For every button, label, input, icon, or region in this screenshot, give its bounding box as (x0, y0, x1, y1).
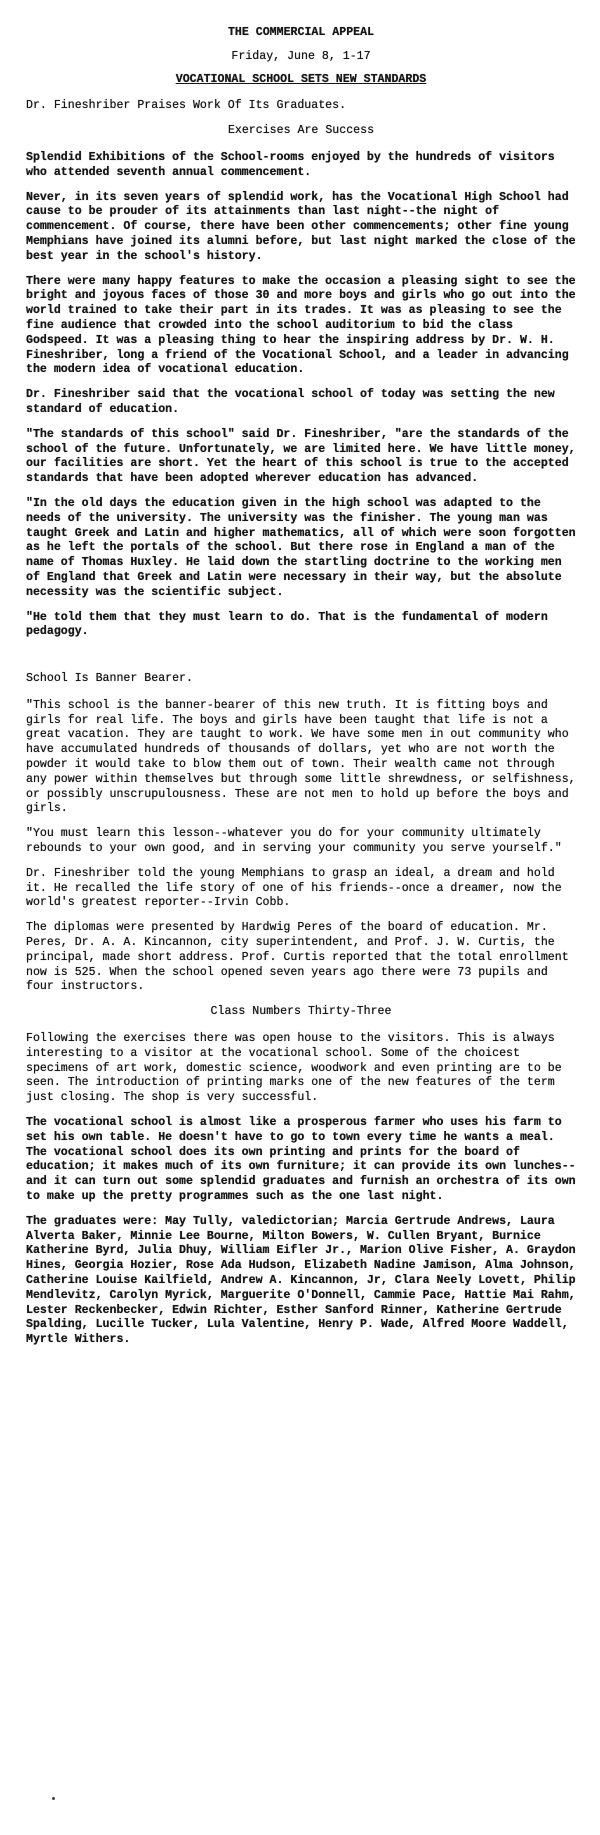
article-paragraph: Dr. Fineshriber told the young Memphians to grasp an ideal, a dream and hold it. He recalled the life story of one of his friends--once a dreamer, now the world's greatest reporter--Irvin Cobb. (26, 866, 562, 910)
article-paragraph: Splendid Exhibitions of the School-rooms enjoyed by the hundreds of visitors who attended seventh annual commencement. (26, 150, 555, 179)
article-paragraph: There were many happy features to make the occasion a pleasing sight to see the bright and joyous faces of those 30 and more boys and girls who go out into the world trained to take their part in its trades. It was as pleasing to see the fine audience that crowded into the school auditorium to bid the class Godspeed. It was a pleasing thing to hear the inspiring address by Dr. W. H. Fineshriber, long a friend of the Vocational School, and a leader in advancing the modern idea of vocational education. (26, 274, 576, 377)
subdeck: Exercises Are Success (227, 124, 375, 138)
article-paragraph: "This school is the banner-bearer of this new truth. It is fitting boys and girls for real life. The boys and girls have been taught that life is not a great vacation. They are taught to work. We have some men in out community who have accumulated hundreds of thousands of dollars, yet who are not worth the powder it would take to blow them out of town. Their wealth came not through any power within themselves but through some little shrewdness, or selfishness, or possibly unscrupulousness. These are not men to hold up before the boys and girls. (26, 698, 576, 816)
deck: Dr. Fineshriber Praises Work Of Its Graduates. (26, 99, 347, 113)
article-paragraph: "He told them that they must learn to do. That is the fundamental of modern pedagogy. (26, 610, 548, 639)
section-heading: School Is Banner Bearer. (26, 672, 193, 686)
section-heading: Class Numbers Thirty-Three (210, 1005, 392, 1019)
article-paragraph: Never, in its seven years of splendid work, has the Vocational High School had cause to be prouder of its attainments than last night--the night of commencement. Of course, there have been other commencements; other fine young Memphians have joined its alumni before, but last night marked the close of the best year in the school's history. (26, 190, 576, 263)
newspaper-name: THE COMMERCIAL APPEAL (227, 26, 375, 39)
article-paragraph: Dr. Fineshriber said that the vocational school of today was setting the new standard of education. (26, 388, 555, 416)
article-paragraph: "The standards of this school" said Dr. Fineshriber, "are the standards of the school of the future. Unfortunately, we are limited here. We have little money, our facilities are short. Yet the heart of this school is true to the accepted standards that have been adopted wherever education has advanced. (26, 427, 576, 486)
article-paragraph: "In the old days the education given in the high school was adapted to the needs of the university. The university was the finisher. The young man was taught Greek and Latin and higher mathematics, all of which were soon forgotten as he left the portals of the school. But there rose in England a man of the name of Thomas Huxley. He laid down the startling doctrine to the working men of England that Greek and Latin were necessary in their way, but the absolute necessity was the scientific subject. (26, 496, 576, 599)
graduates-list: The graduates were: May Tully, valedictorian; Marcia Gertrude Andrews, Laura Alverta Baker, Minnie Lee Bourne, Milton Bowers, W. Cullen Bryant, Burnice Katherine Byrd, Julia Dhuy, William Eifler Jr., Marion Olive Fisher, A. Graydon Hines, Georgia Hozier, Rose Ada Hudson, Elizabeth Nadine Jamison, Alma Johnson, Catherine Louise Kailfield, Andrew A. Kincannon, Jr, Clara Neely Lovett, Philip Mendlevitz, Carolyn Myrick, Marguerite O'Donnell, Cammie Pace, Hattie Mai Rahm, Lester Reckenbecker, Edwin Richter, Esther Sanford Rinner, Katherine Gertrude Spalding, Lucille Tucker, Lula Valentine, Henry P. Wade, Alfred Moore Waddell, Myrtle Withers. (26, 1214, 576, 1347)
ink-speck (52, 1797, 55, 1800)
article-paragraph: "You must learn this lesson--whatever you do for your community ultimately rebounds to your own good, and in serving your community you serve yourself." (26, 827, 562, 856)
headline: VOCATIONAL SCHOOL SETS NEW STANDARDS (175, 72, 427, 86)
article-paragraph: Following the exercises there was open house to the visitors. This is always interesting to a visitor at the vocational school. Some of the choicest specimens of art work, domestic science, woodwork and even printing are to be seen. The introduction of printing marks one of the new features of the term just closing. The shop is very successful. (26, 1032, 562, 1105)
article-paragraph: The vocational school is almost like a prosperous farmer who uses his farm to set his own table. He doesn't have to go to town every time he wants a meal. The vocational school does its own printing and prints for the board of education; it makes much of its own furniture; it can provide its own lunches--and it can turn out some splendid graduates and furnish an orchestra of its own to make up the pretty programmes such as the one last night. (26, 1116, 576, 1203)
article-paragraph: The diplomas were presented by Hardwig Peres of the board of education. Mr. Peres, Dr. A. A. Kincannon, city superintendent, and Prof. J. W. Curtis, the principal, made short address. Prof. Curtis reported that the total enrollment now is 525. When the school opened seven years ago there were 73 pupils and four instructors. (26, 921, 569, 994)
date-line: Friday, June 8, 1-17 (231, 49, 371, 63)
